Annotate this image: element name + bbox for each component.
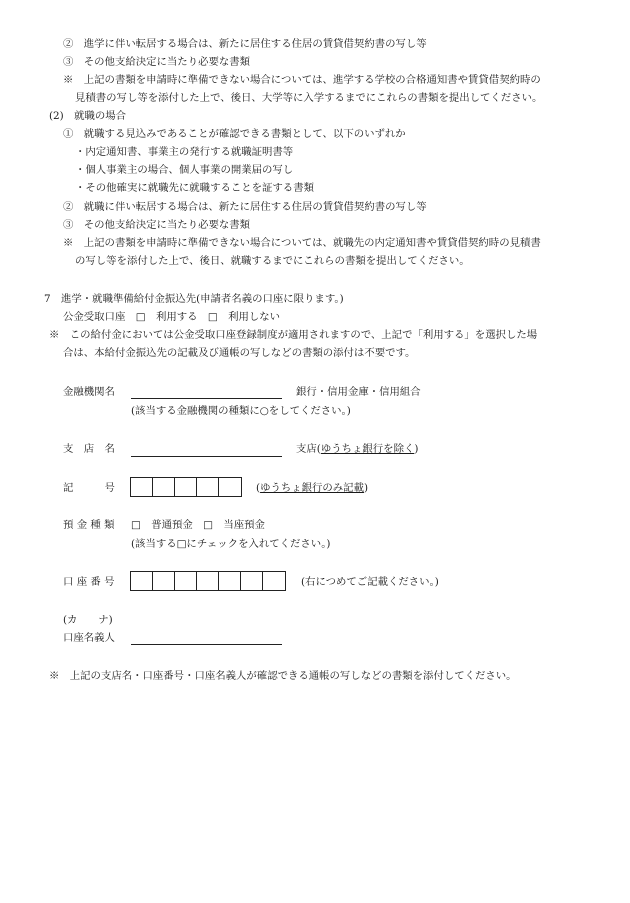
kana-label: (カ ナ)	[63, 614, 113, 626]
text-line: ※ 上記の書類を申請時に準備できない場合については、進学する学校の合格通知書や賃貸借契約時の	[63, 74, 541, 86]
text-line: ※ この給付金においては公金受取口座登録制度が適用されますので、上記で「利用する」を選択した場	[49, 329, 538, 341]
section-heading: 7 進学・就職準備給付金振込先(申請者名義の口座に限ります。)	[44, 293, 344, 305]
account-holder-label: 口座名義人	[63, 632, 115, 644]
text-line: ② 進学に伴い転居する場合は、新たに居住する住居の賃貸借契約書の写し等	[63, 38, 427, 50]
text-line: ・その他確実に就職先に就職することを証する書類	[75, 182, 314, 194]
symbol-boxes[interactable]	[130, 477, 242, 497]
text-line: ※ 上記の書類を申請時に準備できない場合については、就職先の内定通知書や賃貸借契約時の見積書	[63, 237, 541, 249]
symbol-note: (ゆうちょ銀行のみ記載)	[256, 482, 369, 494]
deposit-type-label: 預 金 種 類	[63, 519, 115, 531]
account-number-boxes[interactable]	[130, 571, 286, 591]
text-line: ① 就職する見込みであることが確認できる書類として、以下のいずれか	[63, 128, 406, 140]
account-holder-field[interactable]	[131, 644, 282, 645]
deposit-type-note: (該当する□にチェックを入れてください。)	[131, 538, 331, 550]
deposit-type-options[interactable]: □ 普通預金 □ 当座預金	[131, 519, 265, 531]
branch-label: 支 店 名	[63, 443, 115, 455]
branch-field[interactable]	[131, 456, 282, 457]
section-heading: (2) 就職の場合	[49, 110, 127, 122]
account-number-label: 口 座 番 号	[63, 576, 115, 588]
text-line: ③ その他支給決定に当たり必要な書類	[63, 219, 251, 231]
text-line: 合は、本給付金振込先の記載及び通帳の写しなどの書類の添付は不要です。	[63, 347, 416, 359]
text-line: ・個人事業主の場合、個人事業の開業届の写し	[75, 164, 294, 176]
text-line: ③ その他支給決定に当たり必要な書類	[63, 56, 251, 68]
bank-type-text: 銀行・信用金庫・信用組合	[296, 386, 421, 398]
account-number-note: (右につめてご記載ください。)	[301, 576, 439, 588]
text-line: ② 就職に伴い転居する場合は、新たに居住する住居の賃貸借契約書の写し等	[63, 201, 427, 213]
text-line: ・内定通知書、事業主の発行する就職証明書等	[75, 146, 294, 158]
text-line: 見積書の写し等を添付した上で、後日、大学等に入学するまでにこれらの書類を提出してください。	[75, 92, 543, 104]
bank-name-field[interactable]	[131, 398, 282, 399]
text-line: の写し等を添付した上で、後日、就職するまでにこれらの書類を提出してください。	[75, 255, 470, 267]
symbol-label: 記 号	[63, 482, 115, 494]
bank-name-label: 金融機関名	[63, 386, 115, 398]
public-account-choice[interactable]: 公金受取口座 □ 利用する □ 利用しない	[63, 311, 281, 323]
branch-suffix: 支店(ゆうちょ銀行を除く)	[296, 443, 419, 455]
bank-note: (該当する金融機関の種類に○をしてください。)	[131, 405, 351, 417]
footer-note: ※ 上記の支店名・口座番号・口座名義人が確認できる通帳の写しなどの書類を添付してください。	[49, 670, 517, 682]
